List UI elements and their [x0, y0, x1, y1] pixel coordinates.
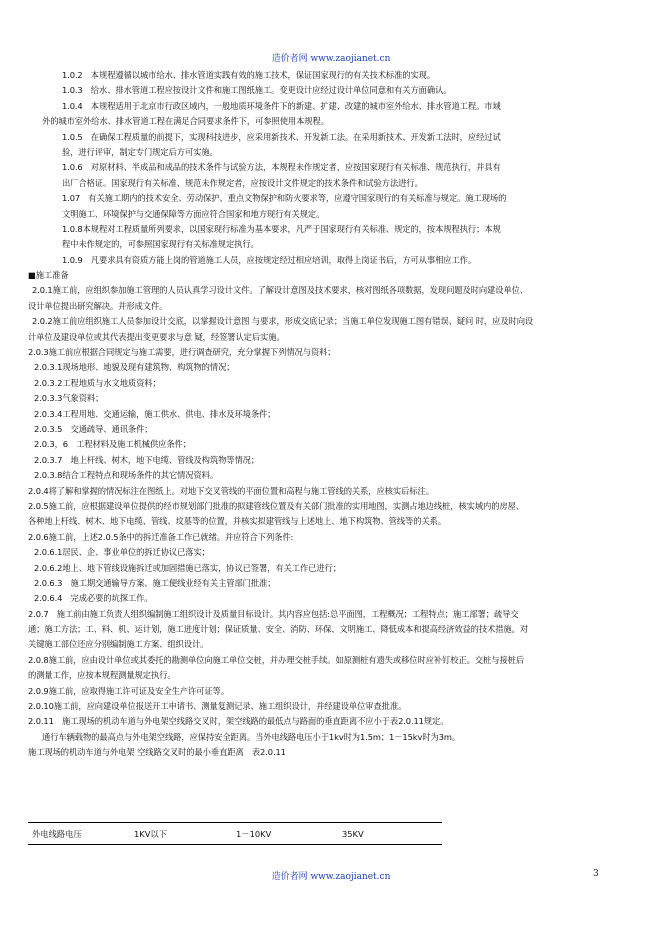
text-line: 的测量工作，应按本规程测量规定执行。	[28, 670, 176, 681]
text-line: 2.0.6施工前，上述2.0.5条中的拆迁准备工作已就绪。并应符合下列条件:	[28, 531, 294, 542]
text-line: 1.0.6 对原材料、半成品和成品的技术条件与试验方法，本规程未作规定者，应按国家现行有关标准、规范执行，并具有	[62, 162, 501, 173]
text-line: 1.0.2 本规程遵循以城市给水、排水管道实践有效的施工技术，保证国家现行的有关技术标准的实现。	[62, 70, 436, 80]
text-line: 2.0.3.8结合工程特点和现场条件的其它情况资料。	[34, 470, 219, 481]
header-site-link[interactable]: 造价者网 www.zaojianet.cn	[271, 54, 391, 64]
text-line: 1.0.9 凡要求具有资质方能上岗的管道施工人员，应按规定经过相应培训，取得上岗证书后，方可从事相应工作。	[62, 254, 477, 265]
text-line: 文明施工、环境保护与交通保障等方面应符合国家和地方现行有关规定。	[62, 208, 325, 219]
text-line: 验，进行评审，制定专门规定后方可实施。	[62, 146, 218, 157]
text-line: 2.0.6.2地上、地下管线设施拆迁或加固措施已落实，协议已签署，有关工作已进行；	[34, 562, 342, 573]
page-header	[0, 51, 662, 64]
table-cell: 35KV	[338, 823, 442, 845]
document-body	[28, 68, 644, 761]
text-line: 1.0.8本规程对工程质量所列要求，以国家现行标准为基本要求，凡严于国家现行有关标准、规定的，按本规程执行；本规	[62, 223, 501, 234]
text-line: 计单位及建设单位或其代表提出变更要求与意 疑，经签署认定后实施。	[28, 331, 285, 342]
text-line: 2.0.8施工前，应由设计单位或其委托的勘测单位向施工单位交桩，并办理交桩手续。如原测桩有遗失或移位时应补钉校正。交桩与接桩后	[28, 654, 525, 665]
text-line: 2.0.10施工前，应向建设单位报送开工申请书、测量复测记录、施工组织设计，并经建设单位审查批准。	[28, 701, 407, 712]
text-line: 2.0.3.2工程地质与水文地质资料；	[34, 377, 161, 388]
text-line: 1.0.5 在确保工程质量的前提下，实现科技进步，应采用新技术、开发新工法。在采用新技术、开发新工法时，应经过试	[62, 131, 501, 142]
page-number: 3	[593, 869, 599, 879]
text-line: 出厂合格证。国家现行有关标准、规范未作规定者，应按设计文件规定的技术条件和试验方法进行。	[62, 177, 423, 188]
page-footer	[0, 869, 662, 882]
text-line: 程中未作规定的，可参照国家现行有关标准规定执行。	[62, 239, 259, 250]
table-cell: 外电线路电压	[28, 823, 130, 845]
text-line: 2.0.11 施工现场的机动车道与外电架空线路交叉时，架空线路的最低点与路面的垂直距离不应小于表2.0.11规定。	[28, 716, 449, 727]
text-line: 2.0.6.1居民、企、事业单位的拆迁协议已落实；	[34, 547, 210, 558]
text-line: 2.0.6.3 施工期交通输导方案、施工便线业经有关主管部门批准；	[34, 577, 276, 588]
text-line: 2.0.6.4 完成必要的坑探工作。	[34, 593, 153, 604]
footer-site-link[interactable]: 造价者网 www.zaojianet.cn	[271, 872, 391, 882]
text-line: 2.0.5施工前，应根据建设单位提供的经市规划部门批准的拟建管线位置及有关部门批准的实用地图，实测占地边线桩，核实域内的房屋、	[28, 500, 525, 511]
text-line: 2.0.7 施工前由施工负责人组织编制施工组织设计及质量目标设计。其内容应包括:总平面图，工程概况；工程特点；施工部署；疏导交	[28, 608, 519, 619]
table-row	[28, 823, 442, 845]
text-line: 2.0.3.5 交通疏导、通讯条件；	[34, 423, 153, 434]
text-line: 通；施工方法；工、料、机、运计划，施工进度计划；保证质量、安全、消防、环保、文明施工、降低成本和提高经济效益的技术措施。对	[28, 624, 529, 635]
text-line: 各种地上杆线、树木、地下电缆、管线、坟墓等的位置，并核实拟建管线与上述地上、地下构筑物、管线等的关系。	[28, 516, 447, 527]
text-line: 2.0.3.1现场地形、地貌及现有建筑物、构筑物的情况；	[34, 362, 235, 373]
voltage-clearance-table	[28, 822, 442, 845]
text-line: 2.0.3施工前应根据合同规定与施工需要，进行调查研究，充分掌握下列情况与资料；	[28, 347, 336, 358]
text-line: ■施工准备	[28, 270, 69, 281]
text-line: 2.0.3，6 工程材料及施工机械供应条件；	[34, 439, 191, 450]
text-line: 2.0.3.3气象资料；	[34, 393, 104, 404]
table-cell: 1－10KV	[232, 823, 338, 845]
text-line: 1.0.4 本规程适用于北京市行政区域内，一般地质环境条件下的新建、扩建、改建的城市室外给水、排水管道工程。市域	[62, 100, 501, 111]
text-line: 1.07 有关施工期内的技术安全、劳动保护、重点文物保护和防火要求等，应遵守国家现行的有关标准与规定。施工现场的	[62, 193, 507, 204]
table-cell: 1KV以下	[130, 823, 232, 845]
text-line: 施工现场的机动车道与外电架 空线路交叉时的最小垂直距离 表2.0.11	[28, 747, 286, 758]
text-line: 1.0.3 给水、排水管道工程应按设计文件和施工图纸施工。变更设计应经过设计单位同意和有关方面确认。	[62, 85, 452, 96]
text-line: 通行车辆载物的最高点与外电架空线路，应保持安全距离。当外电线路电压小于1kv时为1.5m；1－15kv时为3m。	[42, 731, 461, 742]
text-line: 2.0.3.7 地上杆线、树木，地下电缆、管线及构筑物等情况；	[34, 454, 260, 465]
text-line: 2.0.4将了解和掌握的情况标注在图纸上。对地下交叉管线的平面位置和高程与施工管线的关系，应核实后标注。	[28, 485, 434, 496]
text-line: 2.0.9施工前，应取得施工许可证及安全生产许可证等。	[28, 685, 229, 696]
text-line: 设计单位提出研究解决。并形成文件。	[28, 300, 168, 311]
text-line: 2.0.2施工前应组织施工人员参加设计交底，以掌握设计意图 与要求，形成交底记录；当施工单位发现施工图有错误、疑问 时，应及时向设	[32, 316, 534, 327]
text-line: 2.0.3.4工程用地、交通运输，施工供水、供电、排水及环境条件；	[34, 408, 276, 419]
text-line: 关键施工部位还应分别编制施工方案、组织设计。	[28, 639, 209, 650]
text-line: 外的城市室外给水、排水管道工程在满足合同要求条件下，可参照使用本规程。	[42, 116, 329, 127]
text-line: 2.0.1施工前，应组织参加施工管理的人员认真学习设计文件。了解设计意图及技术要求，核对图纸各项数据，发现问题及时向建设单位、	[32, 285, 529, 296]
